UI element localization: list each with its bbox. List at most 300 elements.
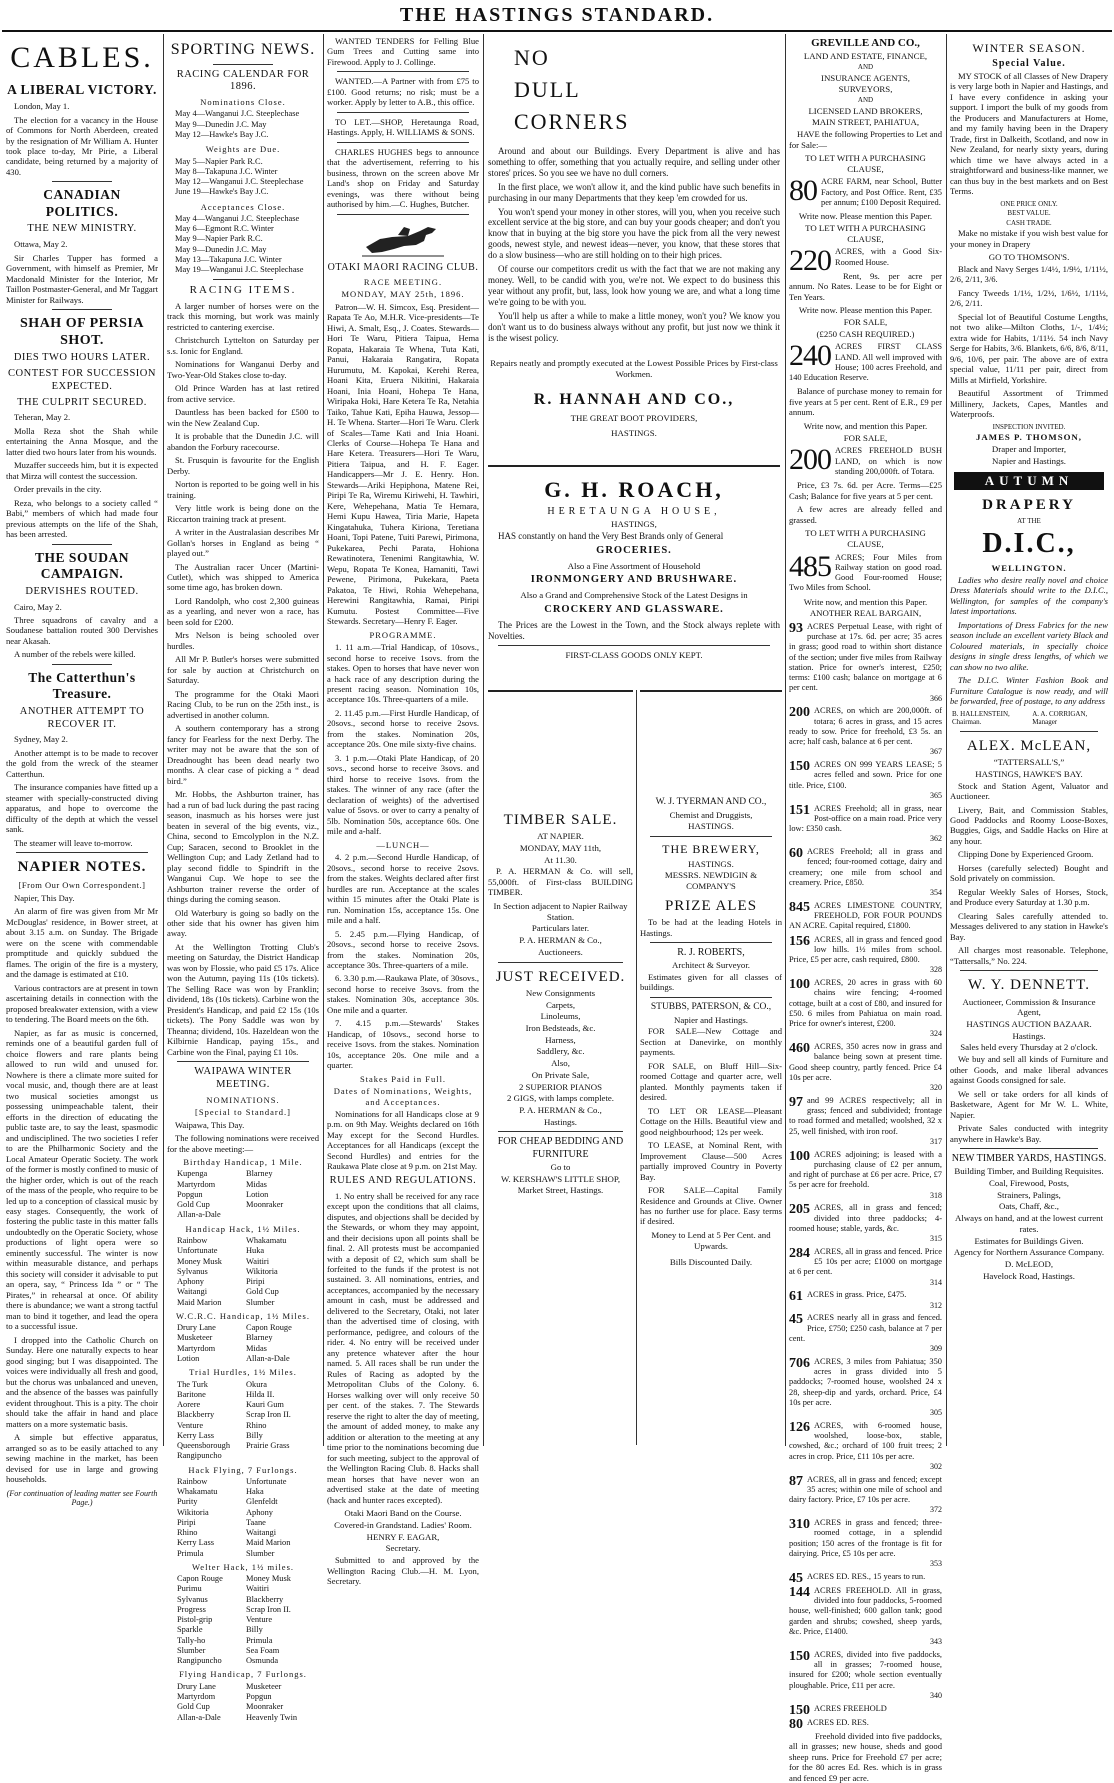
ad-text: 2 SUPERIOR PIANOS (518, 1081, 603, 1092)
horse-name: Pistol-grip (177, 1615, 213, 1625)
listing-number: 309 (930, 1344, 942, 1354)
racing-item: All Mr P. Butler's horses were submitted for sale by auction at Christchurch on Saturday. (167, 654, 319, 686)
calendar-entry: May 9—Dunedin J.C. May (175, 244, 267, 254)
subhead: NOMINATIONS. (206, 1094, 280, 1105)
horse-name: Blarney (246, 1169, 273, 1179)
racing-item: Nominations for Wanganui Derby and Two-Year-Old Stakes close to-day. (167, 359, 319, 380)
ad-text: Write now, and mention this Paper. (803, 596, 928, 607)
bills-note: Bills Discounted Daily. (669, 1257, 753, 1268)
acre-number: 60 (789, 846, 803, 862)
calendar-entry: May 12—Hawke's Bay J.C. (175, 129, 269, 139)
shah-head: SHAH OF PERSIA SHOT. (20, 316, 144, 349)
received-item: New Consignments (525, 987, 596, 998)
horse-name: Baritone (177, 1389, 206, 1399)
calendar-entry: May 4—Wanganui J.C. Steeplechase (175, 213, 300, 223)
racing-item: Lord Randolph, who cost 2,300 guineas as a yearling, and never won a race, has been sold for £200. (167, 595, 319, 627)
ad-text: To be had at the leading Hotels in Hastings. (640, 917, 782, 938)
ad-text: Freehold divided into five paddocks, all in grasses; new house, sheds and good sheep runs. Price for Freehold £7 per acre; for the 80 acres Ed. Res. which is in grass and fenced £9 per acre. (789, 1730, 942, 1783)
horse-name: Scrap Iron II. (246, 1604, 291, 1614)
property-listing (789, 901, 942, 932)
horse-name: Sylvanus (177, 1594, 208, 1604)
property-text: ACRES, 350 acres now in grass and balance being sown at present time. Good sheep country, partly fenced. Price £4 10s per acre. (789, 1042, 942, 1082)
calendar-entry: May 12—Wanganui J.C. Steeplechase (175, 177, 304, 187)
stubbs-item: TO LET OR LEASE—Pleasant Cottage on the Hills. Beautiful view and good neighbourhood; 12s per week. (640, 1105, 782, 1137)
listing-number: 343 (930, 1637, 942, 1647)
acre-number: 240 (789, 339, 831, 373)
horse-name: Haka (246, 1487, 264, 1497)
ad-text: Special lot of Beautiful Costume Lengths, not two alike—Milton Cloths, 1/-, 1/4½; extra wide for Habits, 1/11½. 54 inch Navy Serge for Habits, 3/6. Blankets, 6/6, 8/6, 8/11, 9/6, 10/6, per pair. The above are of extra special value, 11/11 per pair, direct from Mills at Mirfield, Yorkshire. (950, 311, 1108, 385)
ad-sign: Auctioneers. (538, 946, 583, 957)
stubbs-item: FOR SALE—New Cottage and Section at Danevirke, on monthly payments. (640, 1026, 782, 1058)
article-text: Sir Charles Tupper has formed a Government, with himself as Premier, Mr Macdonald Minister for the Interior, Mr Taillon Postmaster-General, and Mr Taggart Minister for Railways. (6, 252, 158, 305)
horse-name: Gold Cup (246, 1287, 279, 1297)
greville-sub: AND (857, 63, 874, 72)
listing-number: 365 (930, 790, 942, 800)
programme-item: 5. 2.45 p.m.—Flying Handicap, of 20sovs., second horse to receive 2sovs. from the stakes. Nomination 20s, acceptance 30s. Three-quarters of a mile. (327, 928, 479, 970)
received-items (488, 988, 633, 1057)
bedding-head: FOR CHEAP BEDDING AND FURNITURE (497, 1136, 624, 1160)
ad-text: CASH TRADE. (1006, 218, 1052, 227)
programme-item: 3. 1 p.m.—Otaki Plate Handicap, of 20 sovs., second horse to receive 3sovs. and third horse to receive 1sovs. from the stakes. The winner of any race (after the declaration of weights) of the advertised value of 5sovs. or over to carry a penalty of 5lb. Nomination 50s, acceptance 60s. One mile and a-half. (327, 752, 479, 837)
property-listing (789, 1042, 942, 1093)
property-listing (789, 1650, 942, 1701)
article-text: I dropped into the Catholic Church on Sunday. Here one naturally expects to hear good singing; but I was disappointed. The voices were individually all fresh and good, but the chorus was unbalanced and uneven, and the absence of the basses was painfully evident throughout. This is a pity. The choir should take the affair in hand and place matters on a more systematic basis. (6, 1334, 158, 1429)
subhead: [Special to Standard.] (195, 1107, 291, 1118)
grandstand-note: Covered-in Grandstand. Ladies' Room. (334, 1519, 472, 1530)
property-text: ACRES Perpetual Lease, with right of purchase at 17s. 6d. per acre; 35 acres in grass; good road to within short distance of the section; under five miles from Railway station. Price for owner's interest, £250; terms: £100 cash; balance on mortgage at 6 per cent. (789, 621, 942, 693)
catterthun-head: The Catterthun's Treasure. (28, 669, 136, 702)
ad-text: In Section adjacent to Napier Railway Station. (493, 900, 628, 922)
divider (52, 664, 113, 665)
event-names (167, 1477, 319, 1559)
rules-head: RULES AND REGULATIONS. (329, 1174, 477, 1186)
ad-text: Clearing Sales carefully attended to. Messages delivered to any station in Hawke's Bay. (950, 910, 1108, 942)
liberal-head: A LIBERAL VICTORY. (7, 81, 157, 97)
ad-text: Write now. Please mention this Paper. (798, 305, 933, 316)
ad-text: Always on hand, and at the lowest current rates. (954, 1213, 1104, 1234)
racing-item: St. Frusquin is favourite for the English Derby. (167, 455, 319, 476)
groceries-label: GROCERIES. (596, 544, 672, 556)
calendar-head: RACING CALENDAR FOR 1896. (176, 68, 310, 93)
stubbs-sub: Napier and Hastings. (673, 1014, 749, 1025)
racing-item: A writer in the Australasian describes Mr Gollan's horses in England as being “ played out.” (167, 527, 319, 559)
no-dull-corners-heading (514, 42, 780, 138)
horse-name: Sparkle (177, 1625, 203, 1635)
property-listing (789, 1150, 942, 1201)
event-title: W.C.R.C. Handicap, 1½ Miles. (176, 1310, 310, 1321)
mcleod-address: Havelock Road, Hastings. (983, 1270, 1075, 1281)
otaki-title: OTAKI MAORI RACING CLUB. (327, 261, 479, 273)
property-head: (£250 CASH REQUIRED.) (816, 328, 915, 339)
received-head: JUST RECEIVED. (495, 968, 626, 985)
dateline: Sydney, May 2. (14, 734, 68, 745)
property-text: ACRES, all in grass and fenced. Price £5 10s per acre; £1000 on mortgage at 6 per cent. (789, 1246, 942, 1277)
horse-name: Taane (246, 1517, 266, 1527)
programme-item: 1. 11 a.m.—Trial Handicap, of 10sovs., second horse to receive 1sovs. from the stakes. Open to horses that have never won a hack race of any description during the present racing season. Nomination 10s, acceptance 10s. Three-quarters of a mile. (327, 642, 479, 705)
drapery-head: DRAPERY (982, 497, 1076, 514)
event-title: Birthday Handicap, 1 Mile. (183, 1157, 303, 1168)
programme-item: 6. 3.30 p.m.—Raukawa Plate, of 30sovs., second horse to receive 3sovs. from the stakes. Nomination 30s, acceptance 30s. One mile and a quarter. (327, 973, 479, 1015)
horse-name: Kerry Lass (177, 1430, 214, 1440)
event-title: Flying Handicap, 7 Furlongs. (179, 1669, 307, 1680)
greville-sub: AND (857, 96, 874, 105)
horse-name: Maid Marion (177, 1297, 222, 1307)
horse-name: Billy (246, 1625, 263, 1635)
column-otaki (327, 36, 479, 1586)
greville-sub: INSURANCE AGENTS, (821, 72, 910, 83)
ad-text: We sell or take orders for all kinds of Basketware, Agent for Mr W. L. White, Napier. (950, 1088, 1108, 1120)
property-listing (789, 622, 942, 704)
tyerman-sub: Chemist and Druggists, (669, 809, 753, 820)
ad-text: The Prices are the Lowest in the Town, and the Stock always replete with Novelties. (488, 619, 780, 641)
listing-number: 362 (930, 834, 942, 844)
horse-name: Prairie Grass (246, 1441, 290, 1450)
acre-number: 706 (789, 1355, 810, 1371)
event-title: Handicap Hack, 1½ Miles. (185, 1223, 301, 1234)
horse-name: Unfortunate (177, 1246, 218, 1256)
roach-name: G. H. ROACH, (544, 477, 724, 502)
horse-name: Slumber (246, 1548, 275, 1558)
ad-text: Of course our competitors credit us with the fact that we are not making any money. Well, to be candid with you, we're not. We expect to do business this year without any profit, but, lass, look how young we are, and what a long time we're going to be with you. (488, 264, 780, 308)
ad-text: P. A. HERMAN & Co. will sell, 55,000ft. of First-class BUILDING TIMBER. (488, 866, 633, 898)
acre-number: 93 (789, 620, 803, 636)
column-tyerman (640, 690, 782, 1446)
horse-name: Venture (246, 1615, 273, 1625)
property-listing (789, 339, 942, 383)
ironmongery-label: IRONMONGERY AND BRUSHWARE. (530, 574, 738, 586)
ad-text: A few acres are already felled and grassed. (789, 504, 942, 525)
ad-text: Rent, 9s. per acre per annum. No Rates. Lease to be for Eight or Ten Years. (789, 270, 942, 302)
horse-name: Rangipuncho (177, 1656, 222, 1666)
horse-name: Whakamatu (177, 1487, 218, 1497)
ad-text: 2 GIGS, with lamps complete. (506, 1093, 614, 1104)
acre-number: 97 (789, 1094, 803, 1110)
property-listing (789, 847, 942, 898)
property-listing (789, 1247, 942, 1288)
greville-street: MAIN STREET, PAHIATUA, (811, 117, 920, 128)
property-text: ACRES Freehold; all in grass and fenced; four-roomed cottage, dairy and creamery; one mile from school and creamery. Price, £850. (789, 847, 942, 887)
horse-name: Primula (246, 1635, 273, 1645)
divider (650, 836, 772, 837)
property-text: ACRES in grass. Price, £475. (807, 1290, 907, 1300)
subhead: DIES TWO HOURS LATER. (13, 352, 151, 364)
listing-number: 367 (930, 747, 942, 757)
nomination-events (167, 1157, 319, 1723)
property-listing (789, 1716, 942, 1732)
ad-text: W. KERSHAW'S LITTLE SHOP, (500, 1173, 621, 1184)
racing-item: The Australian racer Uncer (Martini-Cutlet), which was shipped to America some time ago, has broken down. (167, 561, 319, 593)
thomson-town: Napier and Hastings. (991, 455, 1067, 466)
calendar-list (167, 214, 319, 276)
ad-text: Black and Navy Serges 1/4½, 1/9½, 1/11½, 2/6, 2/11, 3/6. (950, 263, 1108, 285)
classified-ad: CHARLES HUGHES begs to announce that the advertisement, referring to his business, thrown on the screen above Mr Land's shop on Friday and Saturday evenings, was there without being authorised by him.—C. Hughes, Butcher. (327, 146, 479, 210)
ad-text: Go to (550, 1161, 571, 1172)
column-herman (488, 690, 633, 1446)
newdigin-name: MESSRS. NEWDIGIN & COMPANY'S (664, 870, 758, 892)
roach-ad (488, 465, 780, 681)
waipawa-head: WAIPAWA WINTER MEETING. (194, 1066, 292, 1091)
listing-number: 302 (930, 1461, 942, 1471)
listing-number: 315 (930, 1234, 942, 1244)
ad-text: Fancy Tweeds 1/1½, 1/2½, 1/6½, 1/11½, 2/6, 2/11. (950, 287, 1108, 309)
article-text: The following nominations were received for the above meeting:— (167, 1133, 319, 1154)
horse-name: Waitangi (246, 1528, 277, 1538)
greville-sub: LICENSED LAND BROKERS, (808, 105, 923, 116)
secretary-title: Secretary. (385, 1543, 421, 1554)
horse-name: The Turk (177, 1379, 208, 1389)
bazaar-town: Hastings. (1012, 1030, 1046, 1041)
greville-sub: SURVEYORS, (838, 84, 893, 95)
stubbs-item: FOR SALE, on Bluff Hill—Six-roomed Cottage and quarter acre, well planted. Monthly payments taken if desired. (640, 1060, 782, 1103)
horse-name: Rainbow (177, 1236, 208, 1246)
ad-text: You won't spend your money in other stores, will you, when you receive such excellent service at the big store, and can buy your goods cheaper; and don't you know that in buying at the big store you have the pick from all the very newest goods, newest style, and newest ideas—never, you know, that these stores that do a slow business—who are still holding on to their high prices. (488, 206, 780, 261)
ad-text: The D.I.C. Winter Fashion Book and Furniture Catalogue is now ready, and will be forwarded, free of postage, to any address (950, 675, 1108, 707)
horse-name: Purimu (177, 1584, 202, 1594)
event-names (167, 1323, 319, 1364)
racing-item: Old Waterbury is going so badly on the other side that his owner has given him away. (167, 907, 319, 939)
property-text: ACRES, all in grass and fenced; divided into three paddocks; 4-roomed house; stable, yards, &c. (789, 1203, 942, 1233)
event-names (167, 1380, 319, 1462)
horse-name: Waitiri (246, 1584, 270, 1594)
column-rule (323, 34, 324, 1446)
horse-name: Gold Cup (177, 1702, 210, 1712)
dic-town: WELLINGTON. (991, 563, 1067, 574)
property-text: ACRES adjoining; is leased with a purchasing clause of £2 per annum, and right of purchase at £6 per acre. Price, £7 5s per acre for freehold. (789, 1149, 942, 1190)
divider (16, 852, 148, 853)
classified-ad: WANTED.—A Partner with from £75 to £100. Good returns; no risk; must be a worker. Apply by letter to A.B., this office. (327, 76, 479, 108)
programme-item: 4. 2 p.m.—Second Hurdle Handicap, of 20sovs., second horse to receive 2sovs. from the stakes. Weights declared after first hurdles are run. Acceptance at the scales within 15 minutes after the Otaki Plate is run. Nomination 15s, acceptance 15s. One mile and a half. (327, 852, 479, 926)
property-listing (789, 1290, 942, 1310)
classified-ad: TO LET.—SHOP, Heretaunga Road, Hastings. Apply, H. WILLIAMS & SONS. (327, 116, 479, 138)
racing-item: At the Wellington Trotting Club's meeting on Saturday, the District Handicap was won by Flossie, who paid £5 17s. Alice won the Autumn, paying 11s (10s tickets). The Selling Race was won by Franklin; dividend, 18s (10s tickets). Carbine won the President's Handicap, and paid £2 15s (10s tickets). The Pony Saddle was won by Theanna; dividend, 10s. Hazeldean won the Kilbirnie Handicap, paying 15s., and Carbine won the Final, paying £1 10s. (167, 941, 319, 1057)
property-text: ACRES nearly all in grass and fenced. Price, £750; £250 cash, balance at 7 per cent. (789, 1313, 942, 1343)
dic-sign: B. HALLENSTEIN, Chairman. (952, 709, 1010, 727)
acre-number: 845 (789, 899, 810, 915)
horse-name: Drury Lane (177, 1323, 216, 1333)
property-text: ACRES ON 999 YEARS LEASE; 5 acres felled and sown. Price for one title. Price, £100. (789, 760, 942, 790)
dateline: London, May 1. (14, 101, 70, 112)
acre-number: 284 (789, 1245, 810, 1261)
acre-number: 144 (789, 1584, 810, 1600)
property-text: ACRES FREEHOLD BUSH LAND, on which is now standing 200,000ft. of Totara. (835, 446, 942, 476)
property-listing (789, 1702, 942, 1718)
programme-head: PROGRAMME. (369, 629, 437, 640)
divider (177, 1061, 309, 1062)
acre-number: 200 (789, 705, 810, 721)
ad-text: HAVE the following Properties to Let and for Sale:— (789, 129, 942, 150)
canadian-head: CANADIAN POLITICS. (43, 187, 121, 219)
stakes-note: Stakes Paid in Full. (359, 1073, 447, 1084)
divider (213, 64, 274, 65)
ad-text: Horses (carefully selected) Bought and Sold privately on commission. (950, 862, 1108, 884)
property-head: FOR SALE, (843, 432, 888, 443)
subhead: [From Our Own Correspondent.] (18, 879, 146, 890)
listing-number: 353 (930, 1559, 942, 1569)
property-text: ACRES FIRST CLASS LAND. All well improved with House; 100 acres Freehold, and 140 Education Reserve. (789, 342, 942, 383)
ad-sign: Hastings. (544, 1116, 577, 1127)
horse-name: Aphony (246, 1507, 273, 1517)
acre-number: 45 (789, 1312, 803, 1328)
listing-number: 354 (930, 888, 942, 898)
stubbs-name: STUBBS, PATERSON, & CO., (650, 1001, 772, 1012)
calendar-entry: May 5—Napier Park R.C. (175, 156, 263, 166)
horse-name: Lotion (246, 1189, 269, 1199)
timber-at: AT NAPIER. (537, 831, 584, 842)
tattersall: “TATTERSALL'S,” (993, 757, 1065, 768)
event-names (167, 1682, 319, 1723)
divider (498, 1131, 623, 1132)
ad-text: Also, (551, 1058, 570, 1069)
subhead: Weights are Due. (205, 144, 281, 155)
column-cables (6, 36, 158, 1508)
acre-number: 150 (789, 1702, 810, 1718)
acre-number: 150 (789, 1648, 810, 1664)
timber-item: Coal, Firewood, Posts, (989, 1177, 1069, 1188)
timber-date: MONDAY, MAY 11th, (519, 843, 602, 854)
property-text: ACRES FREEHOLD. All in grass, divided into four paddocks, 5-roomed house, well-finished; 600 gallon tank; good garden and shrubs; cowshed, sheep yards, &c. Price, £1400. (789, 1585, 942, 1636)
timber-item: Oats, Chaff, &c., (999, 1201, 1059, 1212)
listing-number: 324 (930, 1029, 942, 1039)
acre-number: 150 (789, 759, 810, 775)
ad-text: Make no mistake if you wish best value for your money in Drapery (950, 228, 1108, 249)
horse-name: Sylvanus (177, 1266, 208, 1276)
property-listing (789, 1203, 942, 1244)
property-listing (789, 1586, 942, 1647)
ad-sign: P. A. HERMAN & Co., (519, 935, 602, 946)
programme-item: 7. 4.15 p.m.—Stewards' Stakes Handicap, of 10sovs., second horse to receive 1sovs. from the stakes. Nomination 10s, acceptance 20s. One mile and a quarter. (327, 1018, 479, 1071)
ad-text: All charges most reasonable. Telephone, “Tattersalls,” No. 224. (950, 945, 1108, 966)
hannah-town: HASTINGS. (611, 427, 657, 438)
bazaar-name: HASTINGS AUCTION BAZAAR. (966, 1019, 1092, 1030)
ad-text: Ladies who desire really novel and choice Dress Materials should write to the D.I.C., Wellington, for samples of the company's latest importations. (950, 574, 1108, 617)
classified-ad: WANTED TENDERS for Felling Blue Gum Trees and Cutting same into Firewood. Apply to J. Collinge. (327, 36, 479, 67)
divider (498, 962, 623, 963)
ad-text: Estimates for Buildings Given. (974, 1235, 1084, 1246)
acre-number: 87 (789, 1473, 803, 1489)
horse-name: Moonraker (246, 1200, 284, 1210)
property-text: ACRES; Four Miles from Railway station on good road. Good Four-roomed House; Two Miles from School. (789, 552, 942, 593)
acre-number: 200 (789, 443, 831, 477)
ad-text: Write now. Please mention this Paper. (798, 211, 933, 222)
dates-text: Nominations for all Handicaps close at 9 p.m. on 9th May. Weights declared on 16th May except for the Second Hurdles. Acceptances for all Handicaps (except the Second Hurdles) and entries for the Raukawa Plate close at 9 p.m. on 21st May. (327, 1108, 479, 1172)
property-text: ACRES, all in grass and fenced good low hills. 1½ miles from school. Price, £5 per acre, cash required, £800. (789, 934, 942, 965)
greville-name: GREVILLE AND CO., (811, 37, 920, 49)
band-note: Otaki Maori Band on the Course. (344, 1508, 462, 1519)
property-listing (789, 804, 942, 845)
listing-number: 317 (930, 1136, 942, 1146)
article-text: Another attempt is to be made to recover the gold from the wreck of the steamer Catterthun. (6, 747, 158, 779)
event-title: Trial Hurdles, 1½ Miles. (189, 1367, 297, 1378)
racing-item: It is probable that the Dunedin J.C. will abandon the Forbury racecourse. (167, 431, 319, 452)
listing-number: 312 (930, 1300, 942, 1310)
property-text: ACRES FREEHOLD (814, 1703, 887, 1713)
horse-name: Unfortunate (246, 1476, 287, 1486)
calendar-list (167, 157, 319, 198)
horse-name: Allan-a-Dale (177, 1210, 221, 1220)
horse-name: Martyrdom (177, 1343, 216, 1353)
divider (52, 181, 113, 182)
stubbs-item: TO LEASE, at Nominal Rent, with Improvement Clause—500 Acres partially improved Country in Poverty Bay. (640, 1140, 782, 1182)
received-item: Harness, (545, 1034, 576, 1045)
ad-text: Write now, and mention this Paper. (803, 420, 928, 431)
property-listing (789, 1313, 942, 1354)
timber-item: Building Timber, and Building Requisites. (954, 1166, 1104, 1177)
horse-name: Scrap Iron II. (246, 1410, 291, 1420)
event-names (167, 1169, 319, 1220)
dateline: Cairo, May 2. (14, 601, 62, 612)
horse-name: Capon Rouge (246, 1323, 292, 1333)
horse-name: Tally-ho (177, 1635, 206, 1645)
horse-name: Piripi (177, 1517, 196, 1527)
dates-head: Dates of Nominations, Weights, and Acceptances. (333, 1086, 473, 1107)
divider (960, 1148, 1098, 1149)
approval-note: Submitted to and approved by the Wellington Racing Club.—H. M. Lyon, Secretary. (327, 1555, 479, 1586)
calendar-entry: May 6—Egmont R.C. Winter (175, 224, 274, 234)
acre-number: 310 (789, 1517, 810, 1533)
article-text: The steamer will leave to-morrow. (14, 837, 133, 848)
property-listing (789, 1475, 942, 1516)
racing-item: Mr. Hobbs, the Ashburton trainer, has had a run of bad luck during the past racing season, inasmuch as his horses were just beaten in several of the big events, viz., China, second to Emcolyplon in the N.Z. Cup; Saracen, second to Brooklet in the Wellington Cup; and Lady Zetland had to play second fiddle to Spindrift in the Wanganui Cup. We hope to see the Ashburton trainer reverse the order of things during the coming season. (167, 789, 319, 905)
ad-text: Particulars later. (531, 923, 590, 934)
calendar-entry: May 9—Dunedin J.C. May (175, 119, 267, 129)
horse-name: Kauri Gum (246, 1400, 284, 1409)
money-note: Money to Lend at 5 Per Cent. and Upwards. (651, 1229, 771, 1251)
timber-head: TIMBER SALE. (503, 812, 618, 828)
horse-name: Allan-a-Dale (246, 1353, 290, 1363)
acre-number: 80 (789, 174, 817, 208)
ad-text: Private Sales conducted with integrity anywhere in Hawke's Bay. (950, 1123, 1108, 1144)
property-listing (789, 1570, 942, 1586)
continuation-note: (For continuation of leading matter see Fourth Page.) (6, 1488, 158, 1508)
horse-name: Slumber (177, 1645, 206, 1655)
ad-text: Balance of purchase money to remain for five years at 5 per cent. Rent of E.R., £9 per annum. (789, 386, 942, 418)
listing-number: 328 (930, 965, 942, 975)
masthead: THE HASTINGS STANDARD. (399, 4, 715, 26)
roach-town: HASTINGS, (611, 519, 657, 530)
property-listing (789, 1518, 942, 1569)
ad-text: Livery, Bait, and Commission Stables, Good Paddocks and Roomy Loose-Boxes, Buggies, Gigs, and Saddle Hacks on Hire at any hour. (950, 804, 1108, 846)
event-title: Welter Hack, 1½ miles. (191, 1561, 295, 1572)
horse-name: Maid Marion (246, 1538, 291, 1548)
divider (337, 142, 469, 143)
horse-name: Waitiri (246, 1256, 270, 1266)
horse-name: Progress (177, 1604, 206, 1614)
column-rule (946, 34, 947, 1446)
horse-name: Blarney (246, 1333, 273, 1343)
hannah-name: R. HANNAH AND CO., (533, 390, 735, 408)
racing-item: The programme for the Otaki Maori Racing Club, to be run on the 25th inst., is advertised in another column. (167, 688, 319, 720)
horse-name: Money Musk (246, 1574, 291, 1584)
article-text: Muzaffer succeeds him, but it is expected that Mirza will contest the succession. (6, 460, 158, 481)
article-text: The insurance companies have fitted up a steamer with specially-constructed diving apparatus, and hope to overcome the difficulty of the depth at which the vessel sank. (6, 782, 158, 835)
horse-name: Money Musk (177, 1256, 222, 1266)
timber-list (950, 1166, 1108, 1212)
ad-text: Sales held every Thursday at 2 o'clock. (960, 1042, 1098, 1053)
horse-name: Blackberry (246, 1594, 284, 1604)
ad-text: HAS constantly on hand the Very Best Brands only of General (498, 530, 724, 541)
property-listing (789, 935, 942, 976)
napier-head: NAPIER NOTES. (17, 859, 147, 876)
article-text: Molla Reza shot the Shah while entertaining the Anna Mosque, and the latter died two hours later from his wounds. (6, 425, 158, 457)
horse-name: Midas (246, 1179, 267, 1189)
horse-name: Venture (177, 1420, 204, 1430)
horse-name: Billy (246, 1430, 263, 1440)
ad-text: We buy and sell all kinds of Furniture and other Goods, and make liberal advances against Goods consigned for sale. (950, 1054, 1108, 1086)
article-text: The election for a vacancy in the House of Commons for North Aberdeen, created by the resignation of Mr William A. Hunter took place to-day, Mr Pirie, a Liberal candidate, being returned by a majority of 430. (6, 114, 158, 177)
property-listing (789, 1096, 942, 1147)
property-text: ACRES, with a Good Six-Roomed House. (835, 247, 942, 267)
soudan-head: THE SOUDAN CAMPAIGN. (35, 549, 129, 582)
